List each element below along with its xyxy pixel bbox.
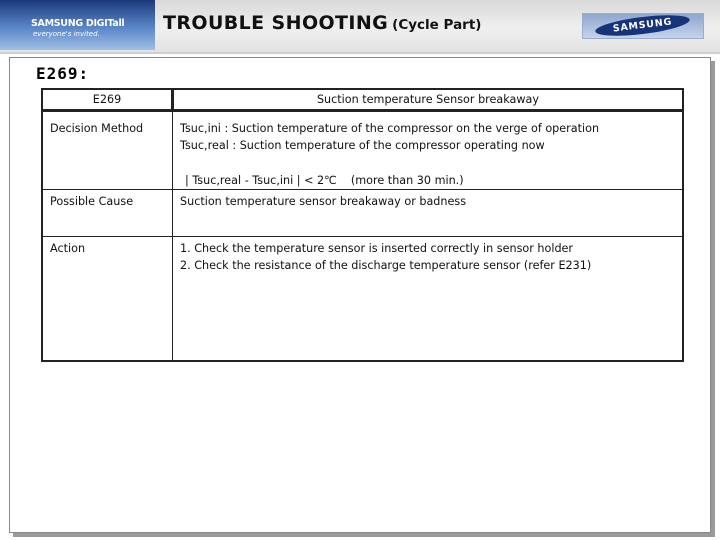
- table-header-code: E269: [92, 93, 122, 106]
- action-label: Action: [50, 242, 86, 255]
- decision-method-label: Decision Method: [50, 122, 144, 135]
- action-line2: 2. Check the resistance of the discharge temperature sensor (refer E231): [180, 259, 592, 272]
- page-title-main: TROUBLE SHOOTING: [163, 12, 389, 34]
- header-divider: [0, 52, 720, 54]
- page-title-suffix: (Cycle Part): [392, 17, 482, 33]
- section-label: E269:: [36, 64, 90, 83]
- table-row-divider-2: [41, 236, 684, 237]
- possible-cause-text: Suction temperature sensor breakaway or badness: [180, 195, 467, 208]
- samsung-digitall-logo: [0, 0, 155, 50]
- samsung-logo-text: SAMSUNG: [594, 11, 690, 39]
- table-header-description-cell: [173, 88, 684, 111]
- logo-left-line1: SAMSUNG DIGITall: [31, 18, 125, 29]
- action-line1: 1. Check the temperature sensor is inserted correctly in sensor holder: [180, 242, 574, 255]
- decision-method-line2: Tsuc,real : Suction temperature of the compressor operating now: [180, 139, 545, 152]
- table-header-description: Suction temperature Sensor breakaway: [316, 93, 540, 106]
- page-title: [163, 12, 481, 34]
- decision-method-line1: Tsuc,ini : Suction temperature of the compressor on the verge of operation: [180, 122, 600, 135]
- possible-cause-label: Possible Cause: [50, 195, 134, 208]
- decision-method-formula: | Tsuc,real - Tsuc,ini | < 2℃ (more than 30 min.): [185, 174, 464, 187]
- table-header-code-cell: [41, 88, 173, 111]
- samsung-logo: [582, 13, 704, 39]
- header-bar: [0, 0, 720, 52]
- logo-left-line2: everyone's invited.: [33, 30, 100, 38]
